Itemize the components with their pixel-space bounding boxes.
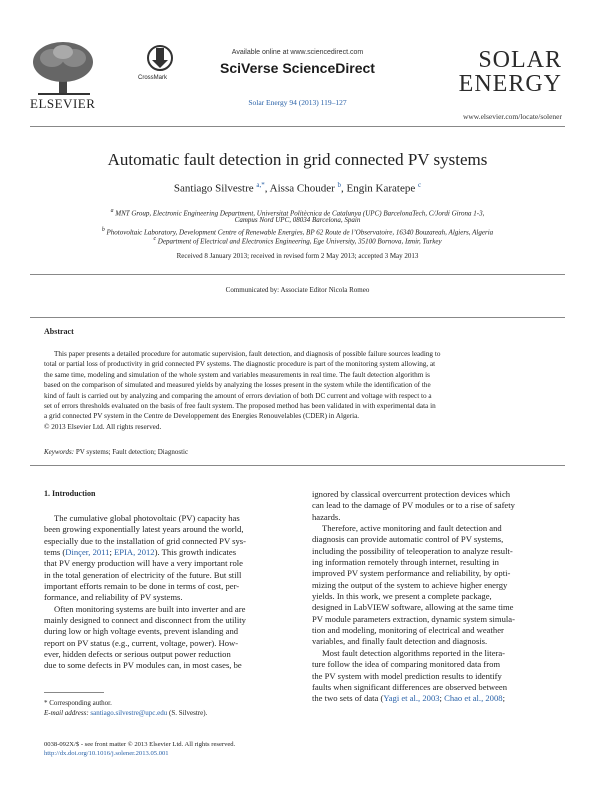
body-line: including the possibility of teleoperation to analyze result- [312,545,513,556]
author-name[interactable]: Santiago Silvestre [173,182,254,195]
body-line: ing information remotely through internet, resulting in [312,557,499,568]
keywords-label: Keywords: [44,448,75,456]
journal-citation-link[interactable]: Solar Energy 94 (2013) 119–127 [248,98,347,107]
body-line: variables, and finally fault detection and diagnosis. [312,636,488,647]
body-line: faults when significant differences are observed between [312,681,508,692]
author-affiliation-mark[interactable]: b [337,181,341,189]
body-line: ignored by classical overcurrent protection devices which [312,489,511,499]
body-line: designed in LabVIEW software, allowing at the same time [312,602,514,613]
keywords-list: PV systems; Fault detection; Diagnostic [75,448,189,456]
front-matter [44,740,235,758]
body-line: ever, hidden defects or serious output power reduction [44,649,231,660]
right-column [312,489,562,705]
body-line: especially due to the installation of grid connected PV sys- [44,535,246,546]
corresponding-author-note [44,698,207,708]
article-dates: Received 8 January 2013; received in revised form 2 May 2013; accepted 3 May 2013 [176,252,419,260]
abstract-divider-bottom [30,465,565,466]
affiliation-a: $^a$ MNT Group, Electronic Engineering Department, Universitat Politècnica de Catalunya (UPC) BarcelonaTech, C/Jordi Girona 1-3, [110,208,485,218]
issn-line: 0038-092X/$ - see front matter © 2013 Elsevier Ltd. All rights reserved. [44,741,236,748]
title-divider [30,274,565,275]
author-list: Santiago Silvestre $^{a,*}$, Aissa Chouder $^b$, Engin Karatepe $^c$ [173,181,422,195]
body-line: the PV system with model prediction results to identify [312,670,502,681]
abstract-body [44,349,562,432]
footnote-divider [44,692,104,693]
body-line: been growing exponentially latest years around the world, [44,524,244,535]
body-line: tion and modeling, monitoring of electrical and weather [312,625,504,636]
body-line: diagnosis can provide automatic control of PV systems, [312,534,504,545]
footnote-label: Corresponding author. [49,699,112,707]
affiliation-a-cont: Campus Nord UPC, 08034 Barcelona, Spain [234,216,361,224]
email-label: E-mail address: [44,709,89,717]
author-name[interactable]: Engin Karatepe [346,182,416,195]
body-line: in the total generation of electricity of the future. But still [44,569,242,580]
body-line: hazards. [312,511,341,522]
body-line: important efforts remain to be done in terms of cost, per- [44,581,240,592]
copyright-line: © 2013 Elsevier Ltd. All rights reserved. [44,422,162,431]
body-line: yields. In this work, we present a complete package, [312,591,492,602]
body-line-with-refs: the two sets of data (Yagi et al., 2003; Chao et al., 2008; [312,693,505,704]
abstract-line: kind of fault is carried out by analyzing and comparing the amount of errors deviation of both DC current and voltage with respect to a [44,391,432,400]
body-line: can lead to the damage of PV modules or to a rise of safety [312,500,515,511]
left-column [44,513,294,672]
abstract-line: set of errors thresholds evaluated on the basis of free fault system. The proposed method has been validated in with experimental data in [44,402,436,411]
article-title: Automatic fault detection in grid connected PV systems [107,150,488,169]
email-link[interactable]: santiago.silvestre@upc.edu [90,709,168,717]
abstract-line: total or partial loss of productivity in grid connected PV systems. The diagnostic procedure is part of the monitoring system allowing, at [44,360,436,369]
abstract-heading: Abstract [44,327,74,336]
header-divider [30,126,565,127]
abstract-line: the same time, modeling and simulation of the whole system and variables measurements in real time. The fault detection algorithm is [44,370,430,379]
abstract-line: a grid connected PV system in the Centre de Developpement des Energies Renouvelables (CDER) in Algeria. [44,412,360,421]
email-line [44,708,207,718]
reference-link[interactable]: EPIA, 2012 [114,547,155,558]
crossmark-label: CrossMark [138,75,168,81]
email-owner: (S. Silvestre). [168,709,208,717]
body-line: improved PV system performance and reliability, by opti- [312,568,511,579]
body-line: during low or high voltage events, prevent islanding and [44,626,239,637]
platform-name: SciVerse ScienceDirect [220,60,375,76]
journal-url-link[interactable]: www.elsevier.com/locate/solener [462,112,562,121]
footnote-mark: * [44,699,48,707]
body-line: mizing the output of the system to achieve higher energy [312,579,508,590]
body-line: PV module parameters extraction, dynamic system simula- [312,613,515,624]
body-line: that PV energy production will have a very important role [44,558,243,569]
body-line: mainly designed to connect and disconnect from the utility [44,615,246,626]
affiliation-b: $^b$ Photovoltaic Laboratory, Development Centre of Renewable Energies, BP 62 Route de l’Observatoire, 16340 Bouzareah, Algiers, Algeria [101,227,494,237]
communicated-by: Communicated by: Associate Editor Nicola Romeo [225,286,370,294]
body-line: formance, and reliability of PV systems. [44,592,183,603]
footnote [44,698,207,718]
available-online-text: Available online at www.sciencedirect.com [231,49,364,56]
journal-logo [452,48,562,96]
journal-logo-line1: SOLAR [478,47,562,73]
section-heading: 1. Introduction [44,489,96,498]
body-line: The cumulative global photovoltaic (PV) capacity has [54,513,240,523]
body-line: due to some defects in PV modules can, in most cases, be [44,660,242,671]
body-line: ture follow the idea of comparing monitored data from [312,659,501,670]
abstract-divider-top [30,317,565,318]
keywords [44,448,188,456]
author-affiliation-mark[interactable]: a,* [256,181,265,189]
body-line: Most fault detection algorithms reported in the litera- [322,647,506,658]
body-line: report on PV status (e.g., current, voltage, power). How- [44,637,239,648]
author-name[interactable]: Aissa Chouder [269,182,335,195]
publisher-logo-text: ELSEVIER [30,96,96,111]
abstract-line: based on the comparison of simulated and measured yields by analyzing the losses present in the system while the identification of the [44,381,431,390]
journal-logo-line2: ENERGY [458,71,562,97]
body-line-with-refs: tems (Dinçer, 2011; EPIA, 2012). This growth indicates [44,547,237,558]
reference-link[interactable]: Chao et al., 2008 [444,693,503,704]
author-affiliation-mark[interactable]: c [417,181,422,189]
body-line: Therefore, active monitoring and fault detection and [322,523,502,534]
affiliation-c: $^c$ Department of Electrical and Electronics Engineering, Ege University, 35100 Bornova, Izmir, Turkey [153,236,442,246]
reference-link[interactable]: Yagi et al., 2003 [383,693,440,704]
body-line: Often monitoring systems are built into inverter and are [54,603,246,614]
reference-link[interactable]: Dinçer, 2011 [65,547,110,558]
doi-link[interactable]: http://dx.doi.org/10.1016/j.solener.2013.05.001 [44,750,169,757]
abstract-line: This paper presents a detailed procedure for automatic supervision, fault detection, and diagnosis of possible failure sources leading to [54,350,441,358]
